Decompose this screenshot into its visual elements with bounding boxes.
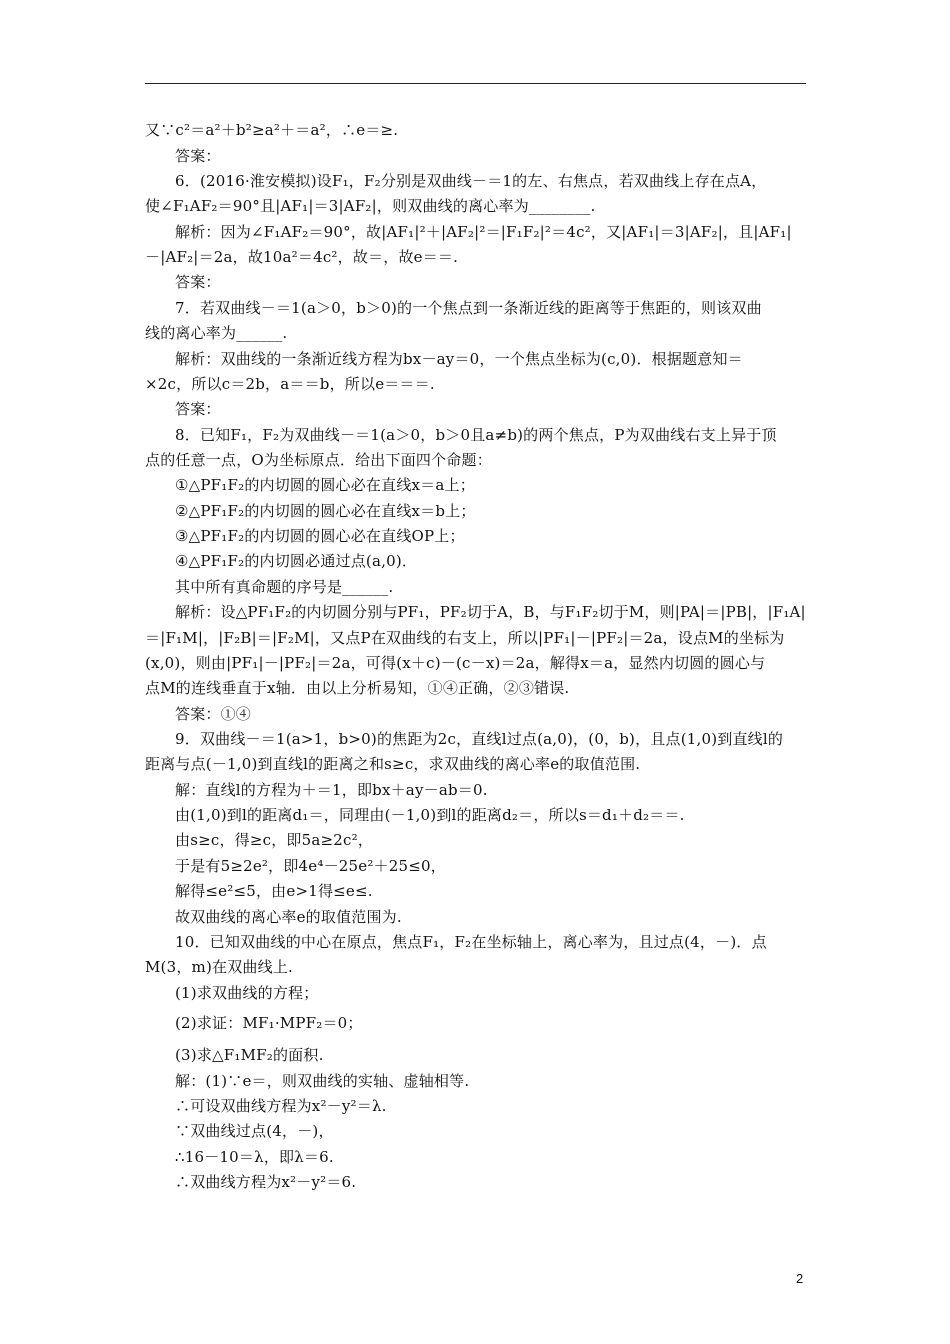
text-line: 由s≥c，得≥c，即5a≥2c²， (175, 831, 374, 849)
problem-10: 10．已知双曲线的中心在原点，焦点F₁，F₂在坐标轴上，离心率为，且过点(4，－)．点 (175, 933, 767, 951)
subquestion-2: (2)求证：MF₁·MPF₂＝0； (175, 1014, 363, 1032)
text-line: 点的任意一点，O为坐标原点．给出下面四个命题： (145, 451, 492, 469)
answer-label: 答案： (175, 147, 221, 165)
text-line: 点M的连线垂直于x轴．由以上分析易知，①④正确，②③错误. (145, 679, 570, 697)
text-line: －|AF₂|＝2a，故10a²＝4c²，故＝，故e＝＝. (145, 248, 459, 266)
text-line: 使∠F₁AF₂＝90°且|AF₁|＝3|AF₂|，则双曲线的离心率为________. (145, 197, 596, 215)
text-line: 由(1,0)到l的距离d₁＝，同理由(－1,0)到l的距离d₂＝，所以s＝d₁＋d₂＝＝. (175, 806, 685, 824)
problem-9: 9．双曲线－＝1(a>1，b>0)的焦距为2c，直线l过点(a,0)，(0，b)，且点(1,0)到直线l的 (175, 730, 784, 748)
text-line: 于是有5≥2e²，即4e⁴－25e²＋25≤0， (175, 857, 446, 875)
header-rule (145, 83, 806, 84)
proposition-3: ③△PF₁F₂的内切圆的圆心必在直线OP上； (175, 527, 465, 545)
problem-8: 8．已知F₁，F₂为双曲线－＝1(a＞0，b＞0且a≠b)的两个焦点，P为双曲线右支上异于顶 (175, 426, 777, 444)
solution-8: 解析：设△PF₁F₂的内切圆分别与PF₁，PF₂切于A，B，与F₁F₂切于M，则|PA|＝|PB|，|F₁A| (175, 603, 806, 621)
text-line: 解得≤e²≤5，由e>1得≤e≤. (175, 882, 373, 900)
text-line: 其中所有真命题的序号是______. (175, 578, 394, 596)
text-line: ∴可设双曲线方程为x²－y²＝λ. (175, 1097, 387, 1115)
answer-label: 答案： (175, 400, 221, 418)
answer-label: 答案：①④ (175, 705, 252, 723)
text-line: ∴16－10＝λ，即λ＝6. (175, 1148, 334, 1166)
subquestion-3: (3)求△F₁MF₂的面积. (175, 1046, 324, 1064)
solution-10: 解：(1)∵e＝，则双曲线的实轴、虚轴相等. (175, 1072, 470, 1090)
text-line: ×2c，所以c＝2b，a＝＝b，所以e＝＝＝. (145, 375, 435, 393)
solution-6: 解析：因为∠F₁AF₂＝90°，故|AF₁|²＋|AF₂|²＝|F₁F₂|²＝4c²，又|AF₁|＝3|AF₂|，且|AF₁| (175, 223, 792, 241)
text-line: 距离与点(－1,0)到直线l的距离之和s≥c，求双曲线的离心率e的取值范围. (145, 755, 641, 773)
text-line: 又∵c²＝a²＋b²≥a²＋＝a²，∴e＝≥. (145, 121, 399, 139)
solution-7: 解析：双曲线的一条渐近线方程为bx－ay＝0，一个焦点坐标为(c,0)．根据题意知＝ (175, 350, 743, 368)
text-line: (x,0)，则由|PF₁|－|PF₂|＝2a，可得(x＋c)－(c－x)＝2a，解得x＝a，显然内切圆的圆心与 (145, 654, 766, 672)
problem-6: 6．(2016·淮安模拟)设F₁，F₂分别是双曲线－＝1的左、右焦点，若双曲线上存在点A， (175, 172, 767, 190)
subquestion-1: (1)求双曲线的方程； (175, 984, 319, 1002)
text-line: ∴双曲线方程为x²－y²＝6. (175, 1173, 357, 1191)
text-line: 故双曲线的离心率e的取值范围为. (175, 908, 402, 926)
page-number: 2 (796, 1271, 804, 1286)
text-line: 线的离心率为______. (145, 324, 288, 342)
text-line: M(3，m)在双曲线上. (145, 958, 293, 976)
solution-9: 解：直线l的方程为＋＝1，即bx＋ay－ab＝0. (175, 781, 488, 799)
proposition-4: ④△PF₁F₂的内切圆必通过点(a,0)． (175, 552, 418, 570)
text-line: ＝|F₁M|，|F₂B|＝|F₂M|，又点P在双曲线的右支上，所以|PF₁|－|PF₂|＝2a，设点M的坐标为 (145, 629, 785, 647)
answer-label: 答案： (175, 273, 221, 291)
problem-7: 7．若双曲线－＝1(a＞0，b＞0)的一个焦点到一条渐近线的距离等于焦距的，则该双曲 (175, 299, 762, 317)
proposition-1: ①△PF₁F₂的内切圆的圆心必在直线x＝a上； (175, 476, 475, 494)
text-line: ∵双曲线过点(4，－)， (175, 1122, 334, 1140)
proposition-2: ②△PF₁F₂的内切圆的圆心必在直线x＝b上； (175, 502, 476, 520)
